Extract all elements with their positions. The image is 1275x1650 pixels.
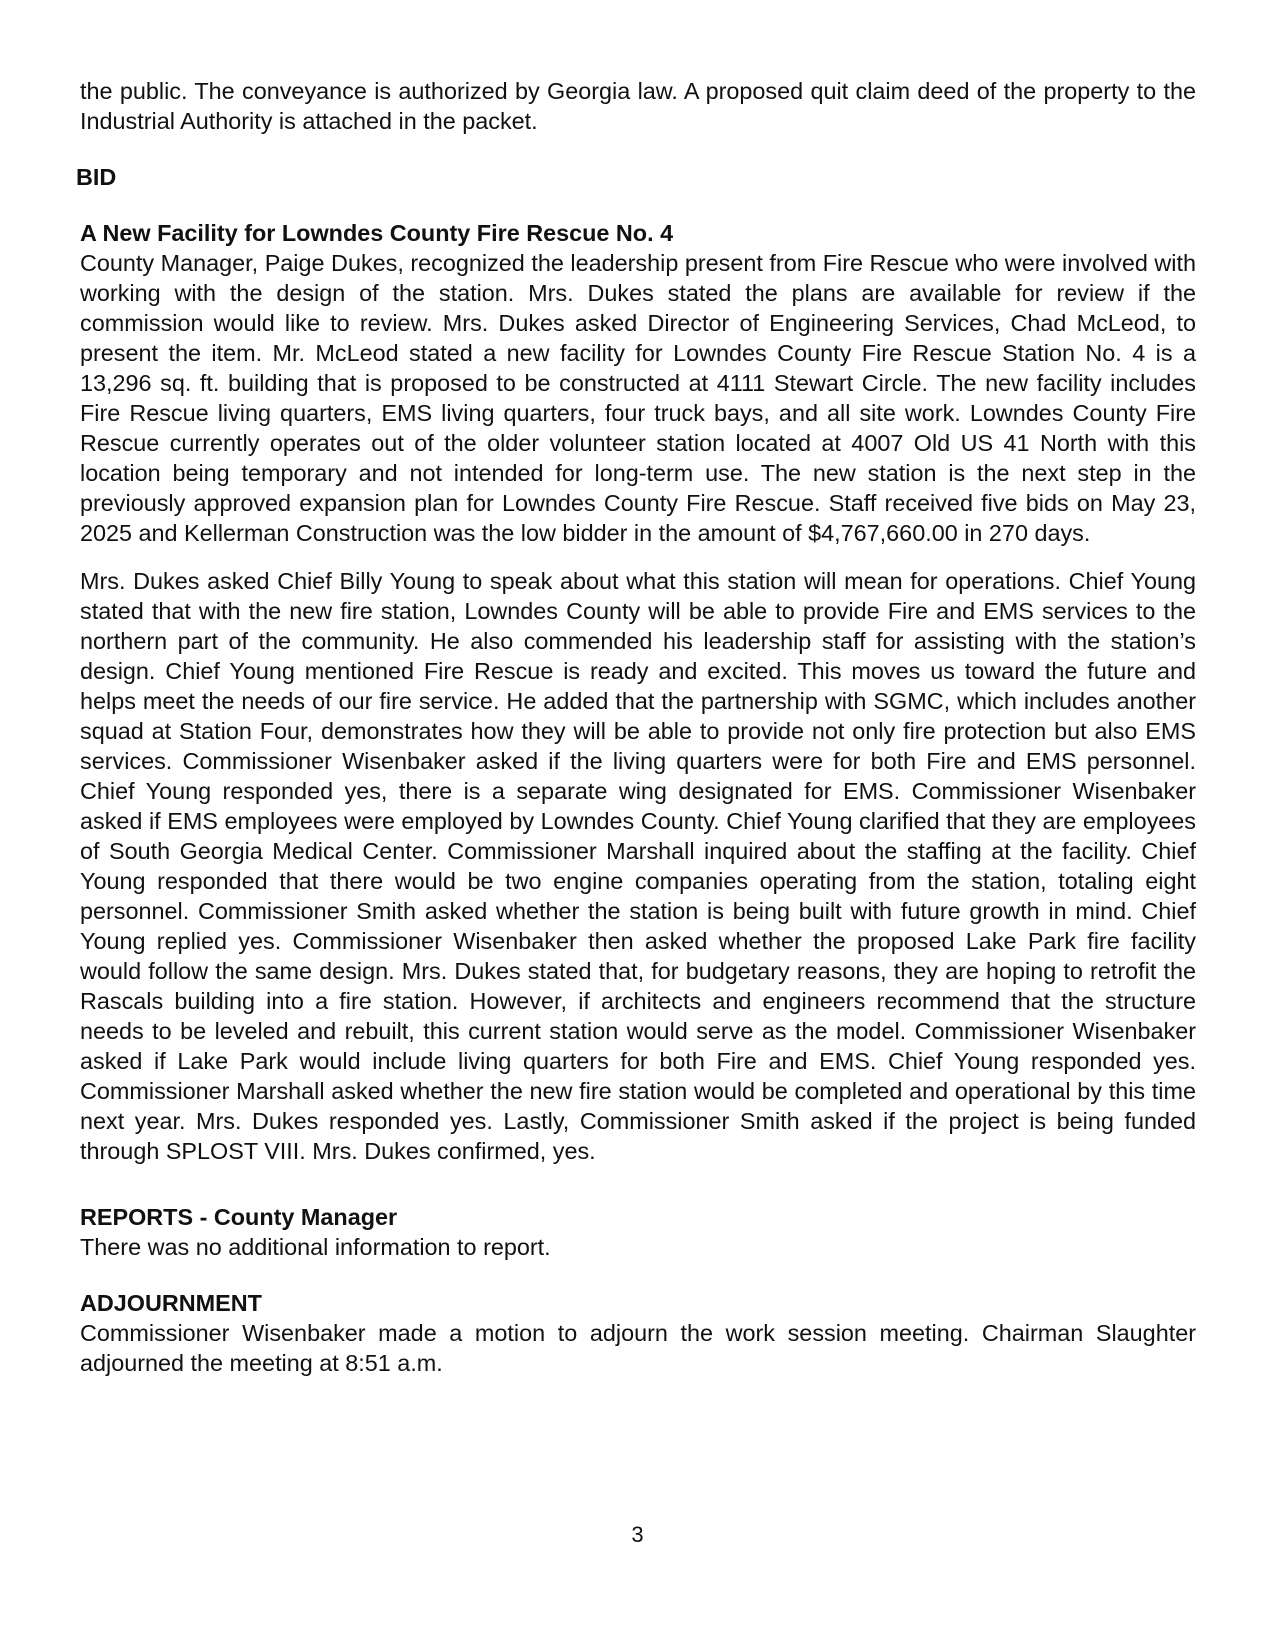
intro-paragraph: the public. The conveyance is authorized by Georgia law. A proposed quit claim deed of the property to the Industrial Authority is attached in the packet. <box>80 78 1196 134</box>
facility-paragraph-1: County Manager, Paige Dukes, recognized the leadership present from Fire Rescue who were involved with working with the design of the station. Mrs. Dukes stated the plans are available for review if the commission would like to review. Mrs. Dukes asked Director of Engineering Services, Chad McLeod, to present the item. Mr. McLeod stated a new facility for Lowndes County Fire Rescue Station No. 4 is a 13,296 sq. ft. building that is proposed to be constructed at 4111 Stewart Circle. The new facility includes Fire Rescue living quarters, EMS living quarters, four truck bays, and all site work. Lowndes County Fire Rescue currently operates out of the older volunteer station located at 4007 Old US 41 North with this location being temporary and not intended for long-term use. The new station is the next step in the previously approved expansion plan for Lowndes County Fire Rescue. Staff received five bids on May 23, 2025 and Kellerman Construction was the low bidder in the amount of $4,767,660.00 in 270 days. <box>80 250 1196 546</box>
page-number: 3 <box>631 1522 644 1547</box>
adjournment-paragraph: Commissioner Wisenbaker made a motion to adjourn the work session meeting. Chairman Slaughter adjourned the meeting at 8:51 a.m. <box>80 1320 1196 1376</box>
adjournment-heading: ADJOURNMENT <box>80 1290 262 1316</box>
document-page <box>76 76 1196 1378</box>
reports-heading: REPORTS - County Manager <box>80 1204 398 1230</box>
facility-paragraph-2: Mrs. Dukes asked Chief Billy Young to speak about what this station will mean for operations. Chief Young stated that with the new fire station, Lowndes County will be able to provide Fire and EMS services to the northern part of the community. He also commended his leadership staff for assisting with the station’s design. Chief Young mentioned Fire Rescue is ready and excited. This moves us toward the future and helps meet the needs of our fire service. He added that the partnership with SGMC, which includes another squad at Station Four, demonstrates how they will be able to provide not only fire protection but also EMS services. Commissioner Wisenbaker asked if the living quarters were for both Fire and EMS personnel. Chief Young responded yes, there is a separate wing designated for EMS. Commissioner Wisenbaker asked if EMS employees were employed by Lowndes County. Chief Young clarified that they are employees of South Georgia Medical Center. Commissioner Marshall inquired about the staffing at the facility. Chief Young responded that there would be two engine companies operating from the station, totaling eight personnel. Commissioner Smith asked whether the station is being built with future growth in mind. Chief Young replied yes. Commissioner Wisenbaker then asked whether the proposed Lake Park fire facility would follow the same design. Mrs. Dukes stated that, for budgetary reasons, they are hoping to retrofit the Rascals building into a fire station. However, if architects and engineers recommend that the structure needs to be leveled and rebuilt, this current station would serve as the model. Commissioner Wisenbaker asked if Lake Park would include living quarters for both Fire and EMS. Chief Young responded yes. Commissioner Marshall asked whether the new fire station would be completed and operational by this time next year. Mrs. Dukes responded yes. Lastly, Commissioner Smith asked if the project is being funded through SPLOST VIII. Mrs. Dukes confirmed, yes. <box>80 568 1196 1164</box>
reports-paragraph: There was no additional information to report. <box>80 1234 551 1260</box>
facility-heading: A New Facility for Lowndes County Fire Rescue No. 4 <box>80 220 674 246</box>
bid-heading: BID <box>76 164 117 190</box>
